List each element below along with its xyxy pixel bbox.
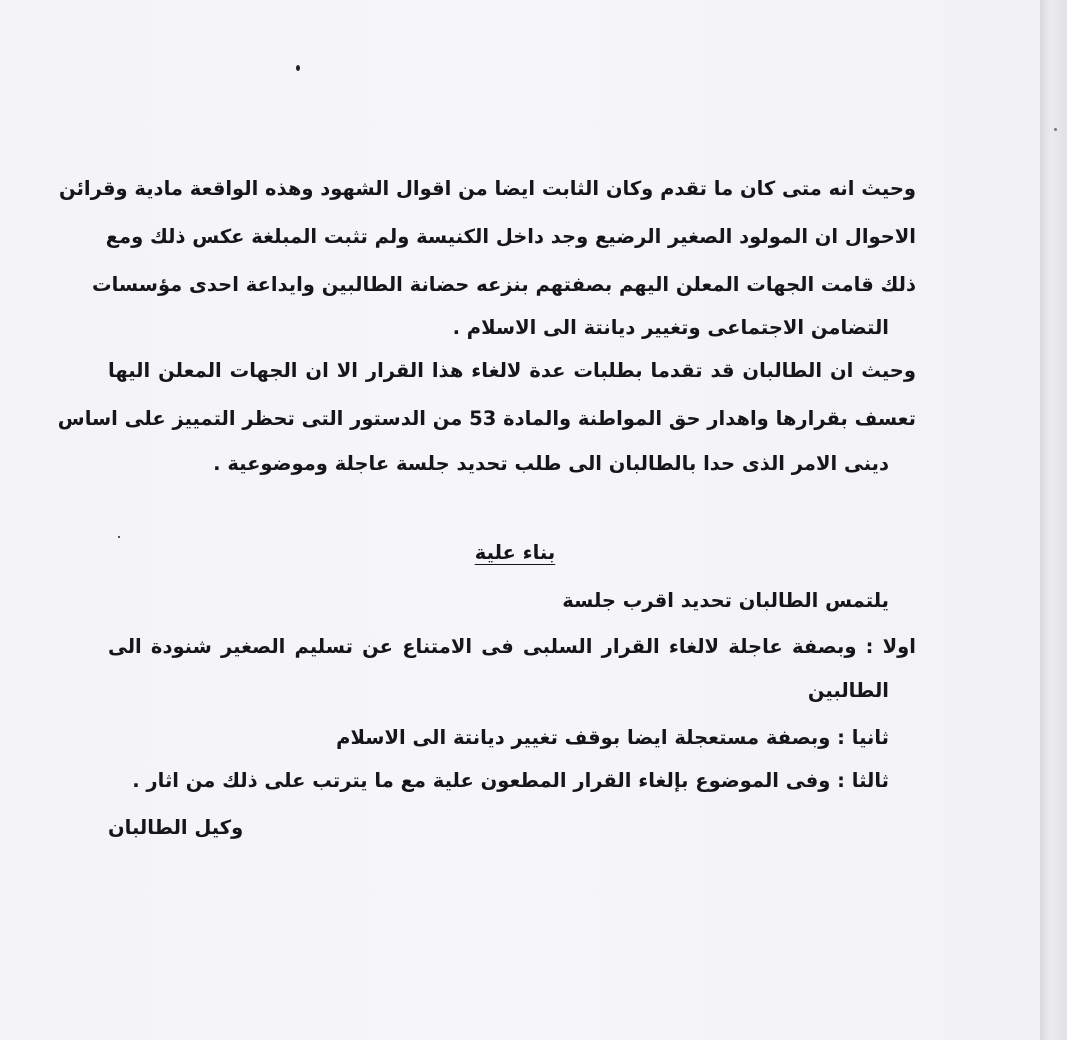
ink-speck: [1054, 128, 1057, 131]
request-line: يلتمس الطالبان تحديد اقرب جلسة: [562, 589, 889, 612]
paragraph1-line: التضامن الاجتماعى وتغيير ديانتة الى الاسلام .: [452, 316, 889, 339]
paragraph1-line: وحيث انه متى كان ما تقدم وكان الثابت ايضا من اقوال الشهود وهذه الواقعة مادية وقرائن: [59, 177, 916, 200]
request-item-1-continued: الطالبين: [807, 679, 889, 702]
paragraph2-line: وحيث ان الطالبان قد تقدما بطلبات عدة لالغاء هذا القرار الا ان الجهات المعلن اليها: [108, 359, 916, 382]
ink-speck: [296, 65, 300, 71]
ink-speck: [118, 536, 120, 538]
paragraph2-line: تعسف بقرارها واهدار حق المواطنة والمادة 53 من الدستور التى تحظر التمييز على اساس: [57, 407, 916, 430]
signature-label: وكيل الطالبان: [108, 816, 244, 839]
paragraph1-line: الاحوال ان المولود الصغير الرضيع وجد داخل الكنيسة ولم تثبت المبلغة عكس ذلك ومع: [105, 225, 916, 248]
section-heading: بناء علية: [474, 541, 556, 564]
request-item-2: ثانيا : وبصفة مستعجلة ايضا بوقف تغيير ديانتة الى الاسلام: [336, 726, 889, 749]
paragraph2-line: دينى الامر الذى حدا بالطالبان الى طلب تحديد جلسة عاجلة وموضوعية .: [213, 452, 889, 475]
paragraph1-line: ذلك قامت الجهات المعلن اليهم بصفتهم بنزعه حضانة الطالبين وايداعة احدى مؤسسات: [92, 273, 916, 296]
request-item-1: اولا : وبصفة عاجلة لالغاء القرار السلبى فى الامتناع عن تسليم الصغير شنودة الى: [108, 635, 916, 658]
request-item-3: ثالثا : وفى الموضوع بإلغاء القرار المطعون علية مع ما يترتب على ذلك من اثار .: [132, 769, 889, 792]
page-edge: [1040, 0, 1067, 1040]
